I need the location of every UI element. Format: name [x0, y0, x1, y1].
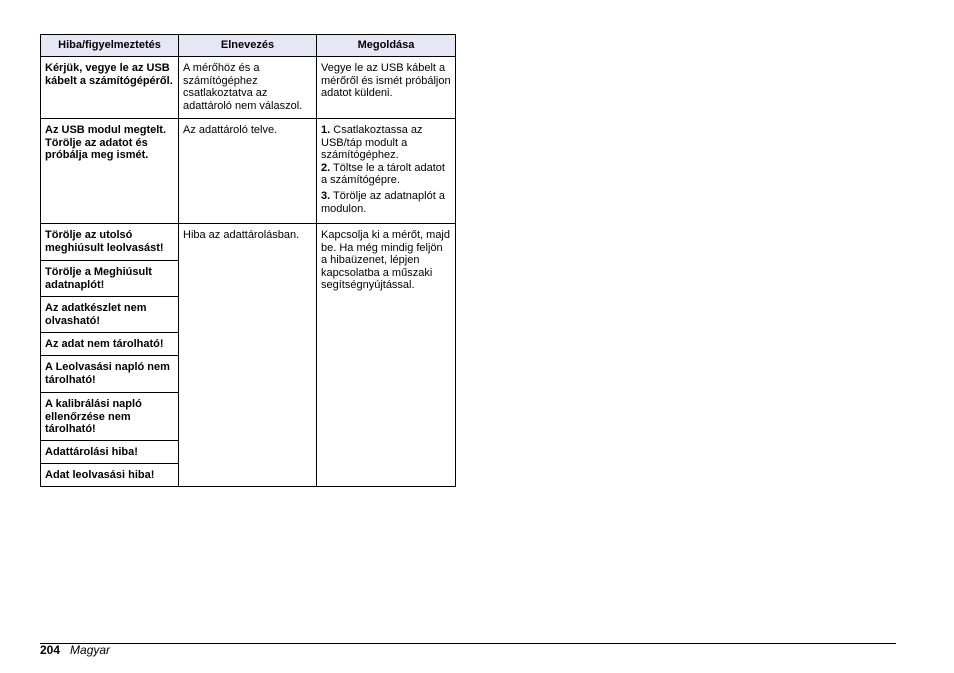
header-error: Hiba/figyelmeztetés: [41, 35, 179, 57]
error-cell: Az adat nem tárolható!: [41, 333, 179, 356]
error-cell: Az USB modul megtelt. Törölje az adatot és próbálja meg ismét.: [41, 119, 179, 224]
table-row: [41, 119, 456, 224]
description-cell: A mérőhöz és a számítógéphez csatlakoztatva az adattároló nem válaszol.: [179, 57, 317, 119]
error-cell: Kérjük, vegye le az USB kábelt a számítógépéről.: [41, 57, 179, 119]
solution-cell: [317, 119, 456, 224]
solution-step: 1. Csatlakoztassa az USB/táp modult a számítógéphez.: [321, 124, 423, 162]
header-solution: Megoldása: [317, 35, 456, 57]
error-cell: Adat leolvasási hiba!: [41, 464, 179, 487]
error-cell: A Leolvasási napló nem tárolható!: [41, 356, 179, 393]
table-row: [41, 224, 456, 261]
footer-language: Magyar: [70, 643, 111, 657]
table-header-row: [41, 35, 456, 57]
footer-rule: [40, 643, 896, 644]
table-row: [41, 57, 456, 119]
page-footer: [40, 643, 110, 657]
solution-cell: Kapcsolja ki a mérőt, majd be. Ha még mindig feljön a hibaüzenet, lépjen kapcsolatba a műszaki segítségnyújtással.: [317, 224, 456, 487]
solution-step: 2. Töltse le a tárolt adatot a számítógépre.: [321, 161, 445, 187]
error-cell: A kalibrálási napló ellenőrzése nem tárolható!: [41, 393, 179, 441]
header-description: Elnevezés: [179, 35, 317, 57]
error-cell: Törölje az utolsó meghiúsult leolvasást!: [41, 224, 179, 261]
error-cell: Az adatkészlet nem olvasható!: [41, 297, 179, 333]
description-cell: Hiba az adattárolásban.: [179, 224, 317, 487]
page-number: 204: [40, 643, 61, 657]
solution-step: 3. Törölje az adatnaplót a modulon.: [321, 189, 445, 215]
error-cell: Adattárolási hiba!: [41, 441, 179, 464]
description-cell: Az adattároló telve.: [179, 119, 317, 224]
solution-cell: Vegye le az USB kábelt a mérőről és ismét próbáljon adatot küldeni.: [317, 57, 456, 119]
error-cell: Törölje a Meghiúsult adatnaplót!: [41, 261, 179, 297]
error-table: [40, 34, 456, 487]
